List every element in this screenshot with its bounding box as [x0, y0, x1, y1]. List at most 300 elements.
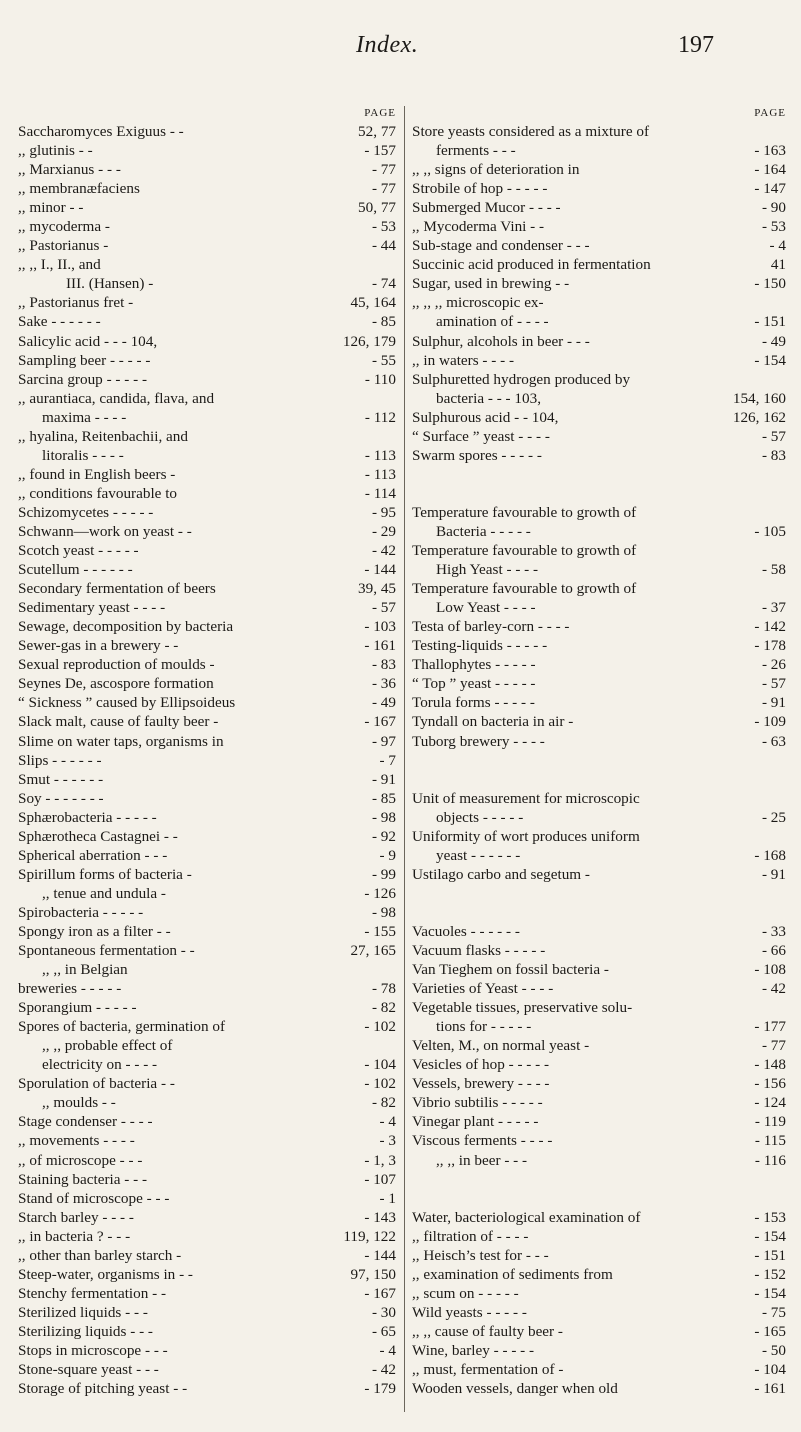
index-entry-term: Torula forms - - - - -	[412, 694, 535, 712]
page-number: 197	[678, 32, 714, 58]
index-entry	[18, 503, 396, 522]
index-entry-term: Stage condenser - - - -	[18, 1113, 153, 1131]
index-entry-term: objects - - - - -	[436, 808, 524, 826]
index-entry-pages: - 165	[754, 1322, 786, 1340]
index-entry-pages: - 154	[754, 351, 786, 369]
index-entry-pages: - 168	[754, 846, 786, 864]
index-entry-term: Sampling beer - - - - -	[18, 351, 151, 369]
index-entry	[412, 351, 786, 370]
index-entry-term: Viscous ferments - - - -	[412, 1132, 553, 1150]
index-entry-pages: - 44	[371, 237, 396, 255]
index-entry	[412, 579, 786, 598]
index-entry	[18, 884, 396, 903]
index-entry-pages: - 9	[379, 846, 396, 864]
section-gap	[412, 903, 786, 922]
index-entry-term: ,, membranæfaciens	[18, 180, 140, 198]
index-entry	[18, 122, 396, 141]
index-entry-pages: - 57	[761, 427, 786, 445]
index-entry	[18, 579, 396, 598]
index-entry	[412, 198, 786, 217]
index-entry	[412, 1036, 786, 1055]
index-entry-pages: - 108	[754, 961, 786, 979]
index-entry	[412, 1151, 786, 1170]
index-entry-term: ,, ,, I., II., and	[18, 256, 101, 274]
index-entry-pages: - 154	[754, 1284, 786, 1302]
index-entry-pages: - 143	[364, 1208, 396, 1226]
index-entry-pages: - 148	[754, 1056, 786, 1074]
index-entry	[412, 370, 786, 389]
index-entry	[18, 903, 396, 922]
index-entry-pages: - 49	[371, 694, 396, 712]
index-entry	[18, 1227, 396, 1246]
index-entry	[18, 865, 396, 884]
index-entry-pages: - 126	[364, 884, 396, 902]
index-entry-term: ,, glutinis - -	[18, 142, 93, 160]
index-entry-term: Succinic acid produced in fermentation	[412, 256, 651, 274]
index-entry	[18, 941, 396, 960]
index-entry-pages: - 156	[754, 1075, 786, 1093]
index-entry-pages: - 49	[761, 332, 786, 350]
index-entry	[18, 1055, 396, 1074]
index-entry-term: III. (Hansen) -	[66, 275, 154, 293]
index-entry-term: ,, in waters - - - -	[412, 351, 515, 369]
index-entry	[18, 1322, 396, 1341]
index-entry-term: Wild yeasts - - - - -	[412, 1303, 527, 1321]
index-entry-pages: - 104	[364, 1056, 396, 1074]
index-entry	[412, 389, 786, 408]
index-entry	[18, 960, 396, 979]
index-entry-term: Sulphur, alcohols in beer - - -	[412, 332, 590, 350]
index-entry-pages: - 151	[754, 1246, 786, 1264]
index-entry-term: “ Top ” yeast - - - - -	[412, 675, 536, 693]
index-entry	[18, 465, 396, 484]
index-entry	[18, 255, 396, 274]
index-entry-pages: - 103	[364, 618, 396, 636]
index-entry-term: ,, movements - - - -	[18, 1132, 135, 1150]
index-entry-term: Staining bacteria - - -	[18, 1170, 148, 1188]
index-entry	[412, 655, 786, 674]
index-entry	[18, 922, 396, 941]
index-entry	[412, 1055, 786, 1074]
index-entry-term: Vibrio subtilis - - - - -	[412, 1094, 543, 1112]
page-column-label: PAGE	[364, 107, 396, 119]
index-entry-term: Sewer-gas in a brewery - -	[18, 637, 179, 655]
index-entry-pages: - 75	[761, 1303, 786, 1321]
index-entry-pages: - 97	[371, 732, 396, 750]
index-entry-pages: 126, 179	[342, 332, 396, 350]
index-entry	[412, 693, 786, 712]
index-entry-term: Scutellum - - - - - -	[18, 561, 133, 579]
index-entry-term: Schwann—work on yeast - -	[18, 522, 192, 540]
index-entry-term: Vegetable tissues, preservative solu-	[412, 999, 633, 1017]
index-entry-pages: 126, 162	[732, 408, 786, 426]
index-entry-term: ,, ,, in beer - - -	[436, 1151, 528, 1169]
index-entry-pages: 119, 122	[343, 1227, 396, 1245]
index-entry-pages: - 77	[761, 1037, 786, 1055]
index-entry	[18, 598, 396, 617]
index-entry-term: “ Surface ” yeast - - - -	[412, 427, 550, 445]
index-entry-term: ,, hyalina, Reitenbachii, and	[18, 427, 188, 445]
index-entry-term: ,, in bacteria ? - - -	[18, 1227, 131, 1245]
index-entry-term: ,, other than barley starch -	[18, 1246, 182, 1264]
index-entry-term: Vacuoles - - - - - -	[412, 922, 520, 940]
index-entry	[412, 1208, 786, 1227]
index-entry-term: Smut - - - - - -	[18, 770, 104, 788]
index-entry-term: amination of - - - -	[436, 313, 549, 331]
index-entry-term: Soy - - - - - - -	[18, 789, 104, 807]
index-entry	[18, 217, 396, 236]
index-entry	[412, 236, 786, 255]
index-entry	[412, 1265, 786, 1284]
index-entry-pages: - 58	[761, 561, 786, 579]
index-entry	[18, 1170, 396, 1189]
index-entry	[18, 1151, 396, 1170]
index-entry-term: Vacuum flasks - - - - -	[412, 942, 546, 960]
index-entry	[18, 712, 396, 731]
index-entry-term: “ Sickness ” caused by Ellipsoideus	[18, 694, 236, 712]
index-entry-term: Low Yeast - - - -	[436, 599, 536, 617]
index-entry-term: ,, Marxianus - - -	[18, 161, 121, 179]
index-entry	[18, 370, 396, 389]
running-head-title: Index.	[356, 32, 419, 58]
index-entry	[18, 655, 396, 674]
index-entry	[412, 522, 786, 541]
section-gap	[412, 465, 786, 484]
index-entry-term: Sphærotheca Castagnei - -	[18, 827, 178, 845]
index-entry-term: Saccharomyces Exiguus - -	[18, 123, 184, 140]
index-entry	[18, 1208, 396, 1227]
index-entry	[18, 1093, 396, 1112]
index-entry-term: Thallophytes - - - - -	[412, 656, 536, 674]
index-entry-term: Sterilizing liquids - - -	[18, 1322, 153, 1340]
index-entry-term: ,, ,, signs of deterioration in	[412, 161, 580, 179]
index-entry	[18, 1017, 396, 1036]
index-entry-term: Sarcina group - - - - -	[18, 370, 148, 388]
index-entry-pages: - 42	[371, 1361, 396, 1379]
index-entry-pages: - 124	[754, 1094, 786, 1112]
page-column-label: PAGE	[754, 107, 786, 119]
index-entry-term: Submerged Mucor - - - -	[412, 199, 561, 217]
index-entry-pages: - 57	[761, 675, 786, 693]
index-entry-pages: 52, 77	[358, 123, 396, 140]
index-entry-term: Testa of barley-corn - - - -	[412, 618, 570, 636]
index-entry-pages: - 4	[379, 1342, 396, 1359]
index-entry-term: ,, ,, cause of faulty beer -	[412, 1322, 563, 1340]
index-entry-pages: - 114	[364, 484, 396, 502]
index-entry-pages: - 1	[379, 1189, 396, 1207]
index-entry-term: litoralis - - - -	[42, 446, 124, 464]
index-entry	[412, 560, 786, 579]
index-entry	[18, 160, 396, 179]
index-entry-term: Temperature favourable to growth of	[412, 542, 637, 560]
index-entry-term: Stand of microscope - - -	[18, 1189, 170, 1207]
index-entry	[412, 541, 786, 560]
index-entry-term: Uniformity of wort produces uniform	[412, 827, 640, 845]
index-entry-pages: - 167	[364, 713, 396, 731]
index-entry	[412, 293, 786, 312]
index-entry	[412, 1360, 786, 1379]
index-entry	[18, 389, 396, 408]
index-entry	[18, 484, 396, 503]
index-entry-pages: - 102	[364, 1075, 396, 1093]
index-entry-term: electricity on - - - -	[42, 1056, 158, 1074]
index-entry-term: Temperature favourable to growth of	[412, 580, 637, 598]
index-entry-term: Scotch yeast - - - - -	[18, 542, 139, 560]
index-entry-pages: - 55	[371, 351, 396, 369]
index-entry-pages: - 95	[371, 503, 396, 521]
index-entry	[18, 427, 396, 446]
index-entry-term: Salicylic acid - - - 104,	[18, 332, 158, 350]
index-entry	[18, 408, 396, 427]
index-entry-term: Vesicles of hop - - - - -	[412, 1056, 550, 1074]
index-entry-pages: - 36	[371, 675, 396, 693]
index-entry-term: ,, Heisch’s test for - - -	[412, 1246, 549, 1264]
index-entry-term: ,, conditions favourable to	[18, 484, 178, 502]
index-entry-pages: - 53	[371, 218, 396, 236]
index-entry	[18, 1379, 396, 1398]
index-entry	[18, 1246, 396, 1265]
index-entry	[412, 712, 786, 731]
index-entry-pages: - 116	[754, 1151, 786, 1169]
index-entry-term: Stops in microscope - - -	[18, 1342, 168, 1359]
index-entry	[412, 941, 786, 960]
index-column-right	[412, 106, 786, 1398]
index-entry-pages: - 179	[364, 1380, 396, 1398]
index-list-left	[18, 122, 396, 1398]
index-entry	[18, 332, 396, 351]
index-entry	[18, 1036, 396, 1055]
index-entry	[412, 598, 786, 617]
index-entry	[18, 827, 396, 846]
index-entry-term: Slips - - - - - -	[18, 751, 102, 769]
index-entry	[412, 808, 786, 827]
index-entry	[18, 1265, 396, 1284]
index-entry-term: ,, must, fermentation of -	[412, 1361, 564, 1379]
index-entry-pages: - 155	[364, 922, 396, 940]
index-entry	[18, 446, 396, 465]
index-entry-pages: 45, 164	[350, 294, 396, 312]
index-entry-pages: - 110	[364, 370, 396, 388]
index-entry-pages: 27, 165	[350, 942, 396, 960]
index-entry	[412, 636, 786, 655]
index-entry-term: Sake - - - - - -	[18, 313, 101, 331]
index-entry-term: Seynes De, ascospore formation	[18, 675, 214, 693]
index-entry-term: Sedimentary yeast - - - -	[18, 599, 166, 617]
index-entry-pages: - 37	[761, 599, 786, 617]
index-entry-pages: - 91	[371, 770, 396, 788]
index-entry-pages: - 161	[364, 637, 396, 655]
index-entry-term: Tuborg brewery - - - -	[412, 732, 545, 750]
index-entry-pages: - 30	[371, 1303, 396, 1321]
index-entry-pages: - 91	[761, 694, 786, 712]
index-entry-pages: - 98	[371, 903, 396, 921]
index-entry-term: Unit of measurement for microscopic	[412, 789, 640, 807]
index-entry-term: Schizomycetes - - - - -	[18, 503, 154, 521]
index-entry	[412, 789, 786, 808]
index-entry-pages: - 144	[364, 1246, 396, 1264]
index-entry	[412, 1322, 786, 1341]
index-entry	[18, 674, 396, 693]
index-entry	[412, 1246, 786, 1265]
index-entry	[18, 979, 396, 998]
index-entry-term: Velten, M., on normal yeast -	[412, 1037, 590, 1055]
index-entry-term: ,, ,, ,, microscopic ex-	[412, 294, 544, 312]
index-entry-pages: - 113	[364, 465, 396, 483]
index-entry-term: Storage of pitching yeast - -	[18, 1380, 188, 1398]
index-entry-pages: - 66	[761, 942, 786, 960]
index-entry-pages: - 85	[371, 789, 396, 807]
section-gap	[412, 1189, 786, 1208]
index-entry-pages: - 152	[754, 1265, 786, 1283]
index-entry-pages: - 63	[761, 732, 786, 750]
index-entry	[412, 408, 786, 427]
index-entry	[412, 1227, 786, 1246]
index-entry	[412, 1341, 786, 1360]
index-entry-term: yeast - - - - - -	[436, 846, 521, 864]
index-entry-pages: - 83	[761, 446, 786, 464]
index-entry-pages: - 164	[754, 161, 786, 179]
index-entry	[412, 179, 786, 198]
index-entry-term: Strobile of hop - - - - -	[412, 180, 548, 198]
index-entry-term: Water, bacteriological examination of	[412, 1208, 641, 1226]
index-entry	[412, 922, 786, 941]
index-entry-pages: - 29	[371, 522, 396, 540]
index-entry-term: Wine, barley - - - - -	[412, 1342, 535, 1359]
index-entry-term: ,, minor - -	[18, 199, 84, 217]
index-entry-term: Vinegar plant - - - - -	[412, 1113, 539, 1131]
index-entry	[18, 732, 396, 751]
index-entry-term: Sub-stage and condenser - - -	[412, 237, 590, 255]
section-gap	[412, 484, 786, 503]
index-entry	[412, 446, 786, 465]
index-entry-pages: - 178	[754, 637, 786, 655]
index-entry	[18, 998, 396, 1017]
index-entry	[18, 1303, 396, 1322]
index-entry-pages: - 102	[364, 1018, 396, 1036]
index-entry	[412, 427, 786, 446]
index-entry	[18, 236, 396, 255]
index-entry-pages: - 7	[379, 751, 396, 769]
index-entry	[412, 827, 786, 846]
index-entry	[18, 312, 396, 331]
index-entry-term: ,, of microscope - - -	[18, 1151, 143, 1169]
index-entry-pages: - 119	[754, 1113, 786, 1131]
index-entry-pages: - 150	[754, 275, 786, 293]
index-entry-term: ,, found in English beers -	[18, 465, 176, 483]
index-entry-term: bacteria - - - 103,	[436, 389, 541, 407]
index-entry	[18, 789, 396, 808]
index-entry-pages: - 104	[754, 1361, 786, 1379]
index-entry-pages: - 163	[754, 142, 786, 160]
index-entry-term: Sexual reproduction of moulds -	[18, 656, 215, 674]
index-entry-term: Store yeasts considered as a mixture of	[412, 123, 650, 140]
index-entry-pages: - 4	[379, 1113, 396, 1131]
index-entry-term: ,, filtration of - - - -	[412, 1227, 529, 1245]
section-gap	[412, 884, 786, 903]
index-entry-term: Vessels, brewery - - - -	[412, 1075, 550, 1093]
index-entry	[412, 141, 786, 160]
index-entry-pages: - 33	[761, 922, 786, 940]
index-entry-term: Spirillum forms of bacteria -	[18, 865, 192, 883]
index-entry	[18, 1360, 396, 1379]
index-entry-pages: - 26	[761, 656, 786, 674]
index-entry	[18, 560, 396, 579]
index-entry	[18, 179, 396, 198]
index-entry-pages: - 154	[754, 1227, 786, 1245]
index-entry	[412, 617, 786, 636]
index-entry	[412, 1131, 786, 1150]
index-entry-term: Slime on water taps, organisms in	[18, 732, 224, 750]
index-entry-pages: - 107	[364, 1170, 396, 1188]
index-entry	[18, 617, 396, 636]
index-entry-term: Bacteria - - - - -	[436, 522, 531, 540]
index-entry	[412, 1303, 786, 1322]
index-entry-term: ,, examination of sediments from	[412, 1265, 613, 1283]
index-entry-term: Spirobacteria - - - - -	[18, 903, 144, 921]
index-entry	[412, 846, 786, 865]
index-entry	[412, 312, 786, 331]
index-entry	[18, 274, 396, 293]
index-entry	[412, 865, 786, 884]
index-entry-term: ,, Pastorianus -	[18, 237, 109, 255]
index-entry-pages: - 115	[754, 1132, 786, 1150]
index-entry-pages: - 85	[371, 313, 396, 331]
index-entry-pages: - 113	[364, 446, 396, 464]
index-entry	[412, 1093, 786, 1112]
index-entry-pages: - 147	[754, 180, 786, 198]
index-entry-pages: - 74	[371, 275, 396, 293]
index-entry	[412, 960, 786, 979]
index-entry-pages: - 161	[754, 1380, 786, 1398]
index-entry-term: High Yeast - - - -	[436, 561, 539, 579]
index-entry-pages: - 50	[761, 1342, 786, 1359]
index-entry	[18, 1341, 396, 1360]
index-entry-term: ,, mycoderma -	[18, 218, 110, 236]
index-entry	[412, 160, 786, 179]
index-entry-pages: - 3	[379, 1132, 396, 1150]
index-entry-pages: - 177	[754, 1018, 786, 1036]
index-entry-pages: - 98	[371, 808, 396, 826]
index-entry-term: ,, aurantiaca, candida, flava, and	[18, 389, 215, 407]
index-entry	[412, 1017, 786, 1036]
index-list-right	[412, 122, 786, 1398]
index-entry	[18, 808, 396, 827]
index-entry-term: Sugar, used in brewing - -	[412, 275, 570, 293]
index-entry	[18, 1112, 396, 1131]
index-entry-pages: - 82	[371, 999, 396, 1017]
index-entry-term: ,, Mycoderma Vini - -	[412, 218, 545, 236]
index-entry	[412, 332, 786, 351]
index-entry-term: ,, scum on - - - - -	[412, 1284, 519, 1302]
index-entry-term: Varieties of Yeast - - - -	[412, 980, 554, 998]
index-entry-term: Sporulation of bacteria - -	[18, 1075, 175, 1093]
index-entry	[412, 1379, 786, 1398]
index-entry-pages: 39, 45	[358, 580, 396, 598]
index-entry-term: breweries - - - - -	[18, 980, 122, 998]
index-entry-pages: - 78	[371, 980, 396, 998]
index-entry-pages: - 99	[371, 865, 396, 883]
index-entry-term: Sulphurous acid - - 104,	[412, 408, 559, 426]
index-entry-pages: - 109	[754, 713, 786, 731]
index-entry	[412, 122, 786, 141]
index-entry	[412, 1112, 786, 1131]
index-entry-term: Sulphuretted hydrogen produced by	[412, 370, 631, 388]
index-entry	[412, 998, 786, 1017]
index-entry-term: ferments - - -	[436, 142, 516, 160]
index-entry-pages: - 157	[364, 142, 396, 160]
index-entry-term: Temperature favourable to growth of	[412, 503, 637, 521]
index-entry-pages: 154, 160	[732, 389, 786, 407]
